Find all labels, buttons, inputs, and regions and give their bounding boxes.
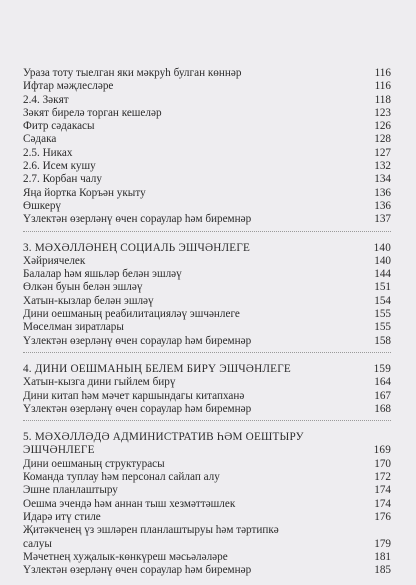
toc-entry-page: 170	[374, 457, 391, 470]
toc-section-3	[23, 242, 391, 348]
toc-entry-title: Хатын-кызга дини гыйлем бирү	[23, 376, 176, 389]
toc-entry-title: Оешма эчендә һәм аннан тыш хезмәттәшлек	[23, 497, 236, 510]
toc-section-5	[23, 431, 391, 577]
toc-entry-title: Зәкят бирелә торган кешеләр	[23, 106, 162, 119]
toc-entry-page: 164	[374, 376, 391, 389]
toc-entry-title: Сәдака	[23, 133, 57, 146]
toc-entry-title: Балалар һәм яшьләр белән эшләү	[23, 268, 182, 281]
section-heading	[23, 431, 391, 458]
toc-entry-page: 155	[374, 308, 391, 321]
toc-entry	[23, 458, 391, 471]
toc-entry	[23, 67, 391, 80]
toc-entry	[23, 484, 391, 497]
toc-entry-page: 174	[374, 497, 391, 510]
toc-entry-title: Мәчетнең хуҗалык-көнкүреш мәсьәләләре	[23, 550, 228, 563]
toc-entry-title: Хәйриячелек	[23, 254, 86, 267]
toc-entry-title: Дини оешманың реабилитацияләү эшчәнлеге	[23, 308, 240, 321]
toc-entry	[23, 471, 391, 484]
toc-entry-title: Җитәкченең үз эшләрен планлаштыруы һәм тәртипкә	[23, 524, 279, 537]
toc-entry-title: Ураза тоту тыелган яки мәкруһ булган көннәр	[23, 67, 242, 79]
section-divider	[23, 420, 391, 421]
toc-entry-title: Үзлектән өзерләнү өчен сораулар һәм биремнәр	[23, 564, 252, 577]
toc-entry	[23, 268, 391, 281]
toc-entry	[23, 564, 391, 577]
toc-entry-page: 118	[374, 93, 391, 106]
toc-entry-title: Үзлектән өзерләнү өчен сораулар һәм биремнәр	[23, 213, 252, 226]
toc-entry	[23, 321, 391, 334]
toc-entry-page: 126	[374, 120, 391, 133]
section-title: 4. ДИНИ ОЕШМАНЫҢ БЕЛЕМ БИРҮ ЭШЧӘНЛЕГЕ	[23, 362, 291, 375]
toc-entry	[23, 147, 391, 160]
toc-entry	[23, 213, 391, 226]
toc-entry-title: Дини оешманың структурасы	[23, 457, 165, 470]
toc-entry	[23, 255, 391, 268]
toc-entry	[23, 107, 391, 120]
section-title-line-2-row	[23, 444, 391, 457]
toc-entry-page: 116	[374, 67, 391, 79]
toc-entry-page: 158	[374, 334, 391, 347]
toc-entry-page: 167	[374, 389, 391, 402]
toc-entry-page: 116	[374, 80, 391, 93]
section-divider	[23, 231, 391, 232]
toc-entry	[23, 295, 391, 308]
toc-entry	[23, 187, 391, 200]
toc-entry	[23, 511, 391, 524]
section-page: 140	[373, 241, 391, 254]
toc-entry-title: Ифтар мәҗлесләре	[23, 80, 114, 93]
toc-entry-page: 127	[374, 146, 391, 159]
toc-entry-page: 179	[374, 537, 391, 550]
toc-entry-page: 155	[374, 321, 391, 334]
toc-entry	[23, 133, 391, 146]
toc-entry-page: 144	[374, 268, 391, 281]
toc-entry-page: 123	[374, 106, 391, 119]
toc-entry-title: Мөселман зиратлары	[23, 321, 124, 334]
toc-entry-line-2	[23, 538, 391, 551]
toc-entry	[23, 94, 391, 107]
toc-entry	[23, 376, 391, 389]
toc-entry-title: 2.5. Никах	[23, 146, 73, 159]
toc-entry-page: 134	[374, 173, 391, 186]
section-page: 159	[373, 362, 391, 375]
section-heading	[23, 363, 391, 376]
toc-entry	[23, 335, 391, 348]
section-heading	[23, 242, 391, 255]
toc-group-1	[23, 67, 391, 227]
toc-entry	[23, 281, 391, 294]
section-title-line-2: ЭШЧӘНЛЕГЕ	[23, 444, 95, 457]
section-title-line-1: 5. МӘХӘЛЛӘДӘ АДМИНИСТРАТИВ ҺӘМ ОЕШТЫРУ	[23, 431, 304, 444]
toc-entry-page: 136	[374, 186, 391, 199]
toc-entry-page: 176	[374, 510, 391, 523]
toc-entry-page: 168	[374, 402, 391, 415]
toc-entry-page: 128	[374, 133, 391, 146]
toc-entry	[23, 200, 391, 213]
toc-entry-title: Команда туплау һәм персонал сайлап алу	[23, 471, 220, 484]
toc-entry-title-continued: салуы	[23, 537, 52, 550]
toc-entry-title: Хатын-кызлар белән эшләү	[23, 294, 154, 307]
toc-entry-page: 132	[374, 160, 391, 173]
toc-entry-page: 154	[374, 294, 391, 307]
toc-entry	[23, 308, 391, 321]
toc-entry-title: Өлкән буын белән эшләү	[23, 281, 143, 294]
toc-entry-title: Фитр сәдакасы	[23, 120, 95, 133]
toc-entry	[23, 498, 391, 511]
toc-entry-page: 136	[374, 199, 391, 212]
toc-entry-title: 2.7. Корбан чалу	[23, 173, 102, 186]
toc-section-4	[23, 363, 391, 416]
toc-entry-page: 174	[374, 484, 391, 497]
toc-entry-page: 172	[374, 471, 391, 484]
toc-entry	[23, 403, 391, 416]
toc-entry	[23, 390, 391, 403]
toc-entry	[23, 160, 391, 173]
toc-entry-page: 140	[374, 254, 391, 267]
toc-entry-line-1	[23, 524, 391, 537]
section-divider	[23, 352, 391, 353]
toc-entry-title: Яңа йортка Коръән укыту	[23, 186, 146, 199]
section-title: 3. МӘХӘЛЛӘНЕҢ СОЦИАЛЬ ЭШЧӘНЛЕГЕ	[23, 241, 251, 254]
toc-entry	[23, 173, 391, 186]
toc-entry-title: Идарә итү стиле	[23, 510, 101, 523]
toc-entry-title: 2.6. Исем кушу	[23, 160, 96, 173]
toc-entry-title: Үзлектән өзерләнү өчен сораулар һәм биремнәр	[23, 402, 252, 415]
toc-entry	[23, 551, 391, 564]
toc-entry-title: Дини китап һәм мәчет каршындагы китапханә	[23, 389, 245, 402]
toc-entry-title: Өшкерү	[23, 199, 62, 212]
table-of-contents	[23, 67, 391, 577]
toc-entry	[23, 80, 391, 93]
section-page: 169	[373, 444, 391, 457]
toc-entry-page: 137	[374, 213, 391, 226]
toc-entry	[23, 120, 391, 133]
toc-entry-page: 181	[374, 550, 391, 563]
toc-entry-title: 2.4. Зәкят	[23, 93, 69, 106]
toc-entry-title: Үзлектән өзерләнү өчен сораулар һәм биремнәр	[23, 334, 252, 347]
toc-entry-page: 185	[374, 564, 391, 577]
toc-entry-title: Эшне планлаштыру	[23, 484, 118, 497]
toc-entry-page: 151	[374, 281, 391, 294]
